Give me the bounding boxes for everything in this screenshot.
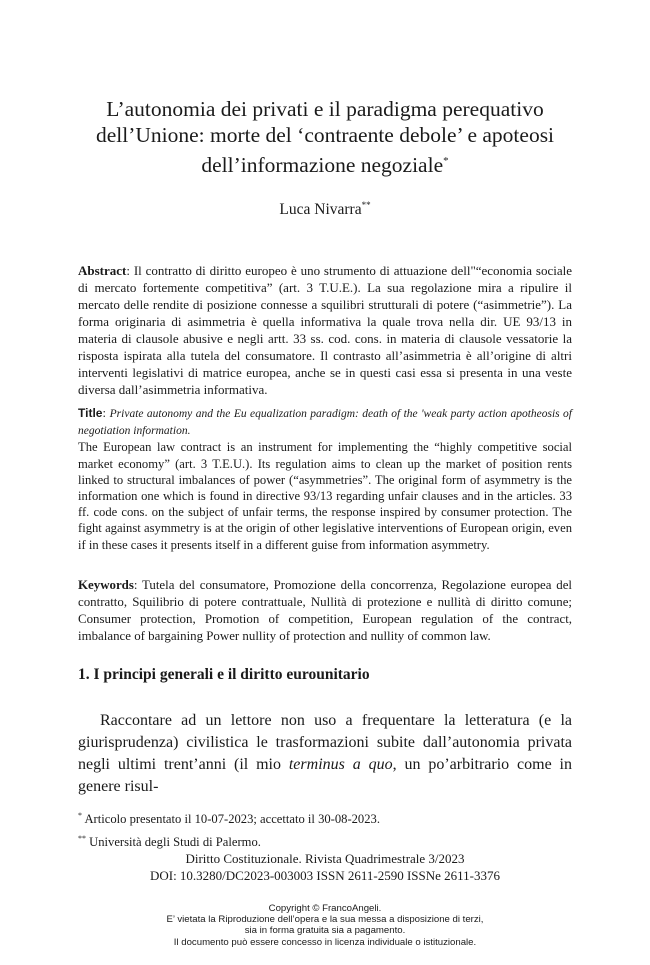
english-title-colon: : — [102, 406, 110, 420]
journal-name: Diritto Costituzionale. Rivista Quadrimestrale 3/2023 — [185, 851, 465, 866]
copyright-line-1: Copyright © FrancoAngeli. — [268, 903, 382, 914]
english-abstract-text: The European law contract is an instrument for implementing the “highly competitive social market economy” (art. 3 T.E.U.). Its regulation aims to clean up the market of position rents linked to structural imbalances of power (“asymmetries”. The original form of asymmetry is the information one which is found in directive 93/13 regarding unfair clauses and in the articles. 33 ff. code cons. on the subject of unfair terms, the response inspired by consumer protection. The fight against asymmetry is at the origin of other legislative interventions of European origin, even if in these cases it presents itself in a different guise from information asymmetry. — [78, 440, 572, 552]
footnote-2 — [78, 829, 380, 852]
author-name: Luca Nivarra — [279, 201, 362, 219]
english-title-line — [78, 405, 572, 439]
body-text-part-1: Raccontare ad un lettore non uso a frequentare la letteratura (e la giurisprudenza) civilistica le trasformazioni subite dall’autonomia privata negli ultimi trent’anni (il mio — [78, 712, 572, 773]
abstract-label: Abstract — [78, 263, 127, 278]
english-title-label: Title — [78, 406, 103, 420]
abstract-text: : Il contratto di diritto europeo è uno strumento di attuazione dell"“economia sociale di mercato fortemente competitiva” (art. 3 T.U.E.). La sua regolazione mira a ripulire il mercato delle rendite di posizione connesse a squilibri strutturali di potere (“asimmetrie”). La forma originaria di asimmetria è quella informativa la quale trova nella dir. UE 93/13 in materia di clausole abusive e negli artt. 33 ss. cod. cons. in materia di clausole vessatorie la risposta ispirata alla tutela del consumatore. Il contrasto all’asimmetria è all’origine di altri interventi legislativi di matrice europea, anche se in questi casi essa si presenta in una veste diversa dall’asimmetria informativa. — [78, 263, 572, 397]
copyright-line-2: E’ vietata la Riproduzione dell’opera e la sua messa a disposizione di terzi, — [166, 914, 484, 926]
author-footnote-mark: ** — [361, 200, 371, 210]
title-line-3 — [60, 148, 590, 178]
copyright-line-4: Il documento può essere concesso in licenza individuale o istituzionale. — [173, 936, 477, 948]
body-paragraph — [78, 710, 572, 798]
copyright-notice — [0, 903, 650, 948]
title-line-1: L’autonomia dei privati e il paradigma perequativo — [106, 97, 544, 121]
article-title — [60, 96, 590, 178]
author — [0, 200, 650, 219]
keywords-text: : Tutela del consumatore, Promozione della concorrenza, Regolazione europea del contratto, Squilibrio di potere contrattuale, Nullità di protezione e nullità di diritto comune; Consumer protection, Promotion of competition, European regulation of the contract, imbalance of bargaining Power nullity of protection and nullity of common law. — [78, 578, 572, 643]
copyright-line-3: sia in forma gratuita sia a pagamento. — [244, 925, 406, 937]
english-title-text: Private autonomy and the Eu equalization paradigm: death of the 'weak party action apotheosis of negotiation information. — [78, 408, 573, 438]
footnote-2-text: Università degli Studi di Palermo. — [86, 835, 261, 850]
keywords-paragraph — [78, 577, 572, 645]
footnote-1 — [78, 806, 380, 829]
keywords-label: Keywords — [78, 578, 134, 592]
title-footnote-mark: * — [443, 155, 449, 167]
footnote-1-text: Articolo presentato il 10-07-2023; accettato il 30-08-2023. — [82, 812, 380, 827]
footnote-2-mark: ** — [78, 834, 86, 844]
english-title-section — [78, 405, 572, 553]
section-heading: 1. I principi generali e il diritto eurounitario — [78, 666, 370, 683]
journal-doi: DOI: 10.3280/DC2023-003003 ISSN 2611-2590 ISSNe 2611-3376 — [149, 868, 501, 883]
journal-info — [0, 850, 650, 884]
body-text-part-2: , un po’arbitrario come in genere risul- — [78, 756, 572, 795]
footnote-1-mark: * — [78, 811, 82, 820]
body-text-italic: terminus a quo — [288, 756, 393, 773]
title-line-2: dell’Unione: morte del ‘contraente debole’ e apoteosi — [95, 123, 555, 147]
abstract-paragraph — [78, 262, 572, 398]
title-line-3-text: dell’informazione negoziale — [201, 153, 444, 178]
footnotes — [78, 806, 380, 852]
